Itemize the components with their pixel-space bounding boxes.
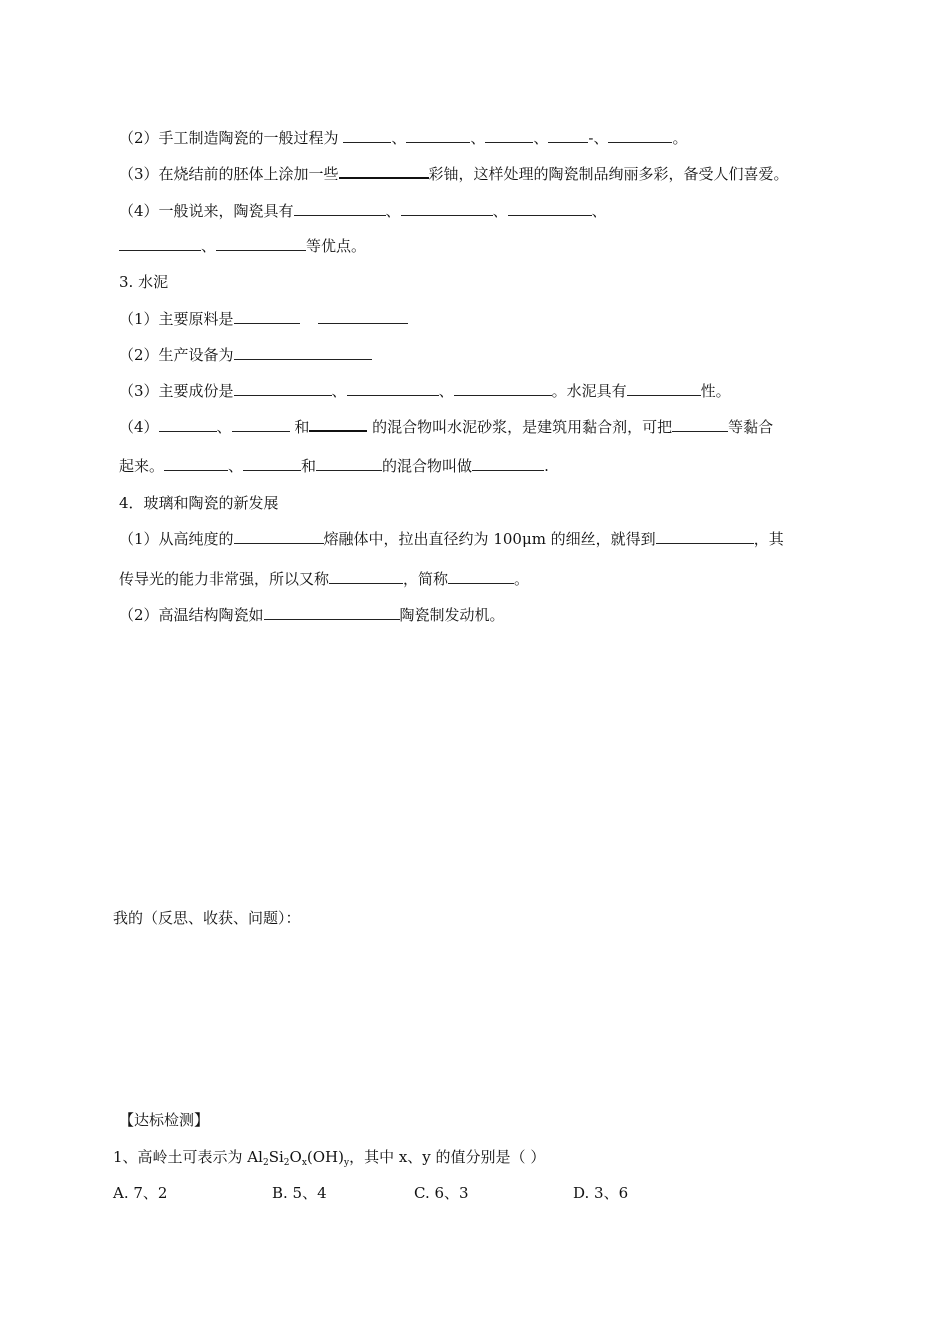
blank-field[interactable]	[485, 128, 533, 143]
subscript: 2	[262, 1158, 269, 1168]
conjunction: 和	[301, 457, 317, 475]
cement-equipment-line	[119, 345, 372, 365]
option-c[interactable]: C. 6、3	[414, 1184, 469, 1202]
new-dev-heading: 4．玻璃和陶瓷的新发展	[119, 494, 279, 512]
ceramics-advantages-line	[119, 201, 607, 221]
separator: 、	[391, 129, 407, 147]
glaze-label: （3）在烧结前的胚体上涂加一些	[119, 165, 339, 183]
cement-concrete-line	[119, 456, 549, 476]
separator: 、	[470, 129, 486, 147]
blank-field[interactable]	[672, 417, 728, 432]
mortar-number: （4）	[119, 418, 159, 436]
glaze-suffix: 彩铀，这样处理的陶瓷制品绚丽多彩，备受人们喜爱。	[428, 165, 789, 183]
separator: 、	[533, 129, 549, 147]
cement-materials-line	[119, 309, 408, 329]
blank-field[interactable]	[548, 128, 588, 143]
conjunction: 和	[289, 418, 310, 436]
blank-field[interactable]	[234, 529, 324, 544]
blank-field[interactable]	[406, 128, 470, 143]
blank-field[interactable]	[343, 128, 391, 143]
option-b[interactable]: B. 5、4	[272, 1184, 327, 1202]
question-1	[113, 1147, 545, 1173]
mortar-mid: 的混合物叫水泥砂浆，是建筑用黏合剂，可把	[367, 418, 673, 436]
blank-field[interactable]	[216, 236, 306, 251]
ceramic-engine-line	[119, 605, 505, 625]
blank-field[interactable]	[264, 605, 400, 620]
fiber-line-2	[119, 569, 529, 589]
blank-field[interactable]	[309, 416, 367, 432]
composition-label: （3）主要成份是	[119, 382, 234, 400]
composition-suffix: 性。	[700, 382, 731, 400]
period: 。	[672, 129, 688, 147]
formula-part: Si	[268, 1148, 284, 1166]
option-a[interactable]: A. 7、2	[113, 1184, 168, 1202]
materials-label: （1）主要原料是	[119, 310, 234, 328]
blank-field[interactable]	[234, 345, 372, 360]
separator: 、	[492, 202, 508, 220]
blank-field[interactable]	[243, 456, 301, 471]
blank-field[interactable]	[164, 456, 228, 471]
blank-field[interactable]	[339, 163, 429, 179]
blank-field[interactable]	[318, 309, 408, 324]
blank-field[interactable]	[608, 128, 672, 143]
fiber-suffix: ，其	[753, 530, 784, 548]
blank-field[interactable]	[232, 417, 290, 432]
blank-field[interactable]	[316, 456, 382, 471]
ceramics-advantages-line-2	[119, 236, 366, 256]
blank-field[interactable]	[294, 201, 386, 216]
separator: 、	[438, 382, 454, 400]
reflection-label: 我的（反思、收获、问题）：	[113, 909, 301, 927]
question-text: ，其中 x、y 的值分别是（ ）	[349, 1148, 546, 1166]
blank-field[interactable]	[454, 381, 552, 396]
blank-field[interactable]	[347, 381, 439, 396]
blank-field[interactable]	[448, 569, 514, 584]
cement-composition-line	[119, 381, 731, 401]
test-heading: 【达标检测】	[119, 1111, 210, 1129]
separator: 、	[228, 457, 244, 475]
blank-field[interactable]	[401, 201, 493, 216]
fiber-name-label: 传导光的能力非常强，所以又称	[119, 570, 330, 588]
subscript: y	[343, 1158, 350, 1168]
separator: -、	[588, 129, 609, 147]
process-label: （2）手工制造陶瓷的一般过程为	[119, 129, 344, 147]
separator: 、	[331, 382, 347, 400]
blank-field[interactable]	[234, 309, 300, 324]
blank-field[interactable]	[656, 529, 754, 544]
ceramics-process-line	[119, 128, 687, 148]
mortar-suffix: 等黏合	[728, 418, 774, 436]
advantages-label: （4）一般说来，陶瓷具有	[119, 202, 294, 220]
blank-field[interactable]	[508, 201, 592, 216]
fiber-mid: 熔融体中，拉出直径约为 100μm 的细丝，就得到	[323, 530, 656, 548]
period: .	[544, 457, 549, 475]
blank-field[interactable]	[234, 381, 332, 396]
period: 。	[514, 570, 530, 588]
blank-field[interactable]	[329, 569, 403, 584]
fiber-line	[119, 529, 784, 549]
fiber-abbr-label: ，简称	[403, 570, 449, 588]
separator: 、	[591, 202, 607, 220]
equipment-label: （2）生产设备为	[119, 346, 234, 364]
subscript: 2	[283, 1158, 290, 1168]
ceramics-glaze-line	[119, 163, 789, 184]
option-d[interactable]: D. 3、6	[573, 1184, 629, 1202]
blank-field[interactable]	[627, 381, 701, 396]
blank-field[interactable]	[159, 417, 217, 432]
separator: 、	[216, 418, 232, 436]
concrete-mid: 的混合物叫做	[382, 457, 473, 475]
separator: 、	[385, 202, 401, 220]
cement-heading: 3. 水泥	[119, 273, 169, 291]
formula-part: (OH)	[306, 1148, 344, 1166]
question-text: 1、高岭土可表示为 Al	[113, 1148, 263, 1166]
composition-mid: 。水泥具有	[551, 382, 627, 400]
fiber-label: （1）从高纯度的	[119, 530, 234, 548]
cement-mortar-line	[119, 416, 773, 437]
blank-field[interactable]	[472, 456, 544, 471]
blank-field[interactable]	[119, 236, 201, 251]
engine-label: （2）高温结构陶瓷如	[119, 606, 264, 624]
engine-suffix: 陶瓷制发动机。	[399, 606, 505, 624]
advantages-suffix: 等优点。	[306, 237, 367, 255]
formula-part: O	[289, 1148, 302, 1166]
separator: 、	[201, 237, 217, 255]
subscript: x	[301, 1158, 307, 1168]
concrete-prefix: 起来。	[119, 457, 165, 475]
